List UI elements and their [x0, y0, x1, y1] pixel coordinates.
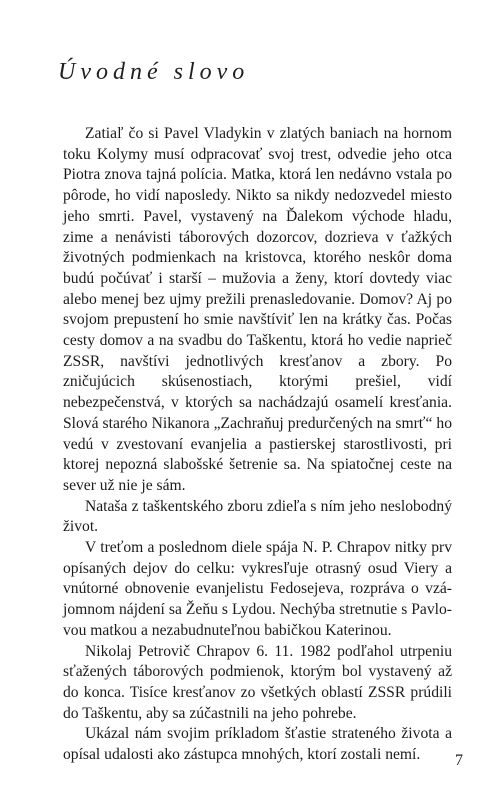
paragraph-5: Ukázal nám svojim príkladom šťastie strateného života a opísal udalosti ako zástupca mnohých, ktorí zostali nemí. [63, 725, 452, 764]
paragraph-3: V treťom a poslednom diele spája N. P. Chrapov nitky prv opísaných dejov do celku: vykresľuje otrasný osud Viery a vnútorné obnovenie evanjelistu Fedosejeva, rozpráva o vzájomnom nájdení sa Žeňu s Lydou. Nechýba stretnutie s Pavlovou matkou a nezabudnuteľnou babičkou Katerinou. [63, 539, 452, 639]
page-number: 7 [455, 752, 463, 769]
body-text [63, 124, 452, 766]
chapter-heading: Úvodné slovo [58, 59, 250, 85]
paragraph-1: Zatiaľ čo si Pavel Vladykin v zlatých baniach na hornom toku Kolymy musí odpracovať svoj trest, odvedie jeho otca Piotra znova tajná polícia. Matka, ktorá len nedávno vstala po pôrode, ho vidí naposledy. Nikto sa nikdy nedozvedel miesto jeho smrti. Pavel, vystavený na Ďalekom východe hladu, zime a nenávisti táborových dozorcov, dozrieva v ťažkých životných podmienkach na kristovca, ktorého neskôr doma budú počúvať i starší – mužovia a ženy, ktorí dovtedy viac alebo menej bez ujmy prežili prenasledovanie. Domov? Aj po svojom prepustení ho smie navštíviť len na krátky čas. Počas cesty domov a na svadbu do Taškentu, ktorá ho vedie naprieč ZSSR, navštívi jednotlivých kresťanov a zbory. Po zničujúcich skúsenostiach, ktorými prešiel, vidí nebezpečenstvá, v ktorých sa nachádzajú osamelí kresťania. Slová starého Nikanora „Zachraňuj predurčených na smrť“ ho vedú v zvestovaní evanjelia a pastierskej starostlivosti, pri ktorej nepozná slabošské šetrenie sa. Na spiatočnej ceste na sever už nie je sám. [63, 125, 452, 494]
paragraph-2: Nataša z taškentského zboru zdieľa s ním jeho neslobodný život. [63, 497, 452, 536]
paragraph-4: Nikolaj Petrovič Chrapov 6. 11. 1982 podľahol utrpeniu sťažených táborových podmienok, ktorým bol vystavený až do konca. Tisíce kresťanov zo všetkých oblastí ZSSR prúdili do Taškentu, aby sa zúčastnili na jeho pohrebe. [63, 642, 452, 722]
